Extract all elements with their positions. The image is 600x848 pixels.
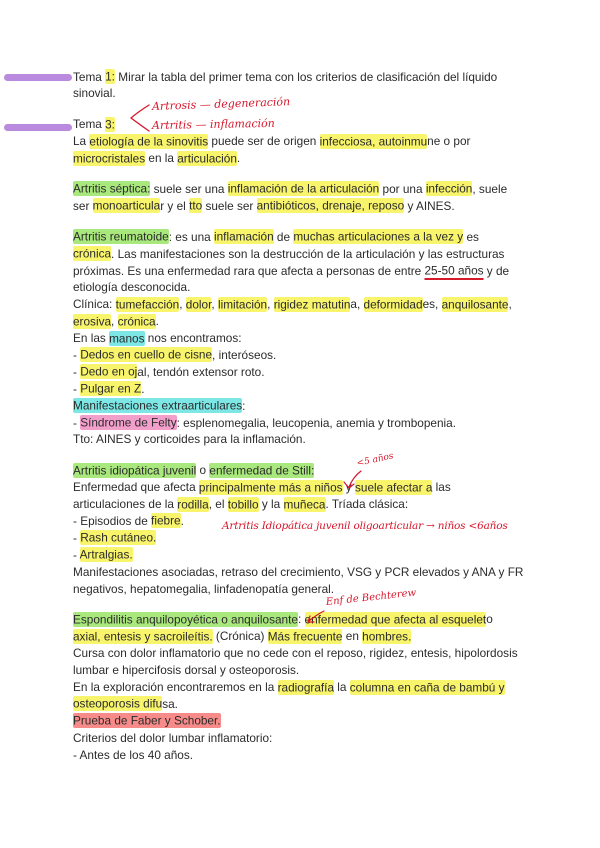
text-run: Enfermedad que afecta	[73, 480, 199, 495]
text-run: .	[236, 151, 241, 166]
text-run: y AINES.	[404, 198, 455, 213]
note-line	[73, 611, 593, 628]
note-line	[73, 330, 593, 347]
yellow-highlighted-text: muchas articulaciones a la vez y	[293, 229, 464, 244]
text-run: es	[463, 229, 479, 244]
blank-line	[73, 215, 593, 229]
note-line	[73, 246, 593, 263]
text-run: sa.	[162, 696, 178, 711]
note-line	[73, 347, 593, 364]
note-line	[73, 150, 593, 167]
note-line	[73, 181, 593, 198]
text-run: .	[180, 513, 184, 528]
note-line	[73, 530, 593, 547]
yellow-highlighted-text: infecciosa, autoinmu	[319, 134, 428, 149]
text-run: o	[196, 463, 210, 478]
note-line	[73, 313, 593, 330]
text-run: articulaciones de la	[73, 497, 178, 512]
note-line	[73, 398, 593, 415]
text-run: -	[73, 381, 81, 396]
text-run: ser	[73, 198, 93, 213]
text-run: Criterios del dolor lumbar inflamatorio:	[73, 730, 273, 745]
text-run: . Las manifestaciones son la destrucción de la articulación y las estructuras	[111, 246, 505, 261]
yellow-highlighted-text: 1:	[105, 69, 115, 84]
note-line	[73, 581, 593, 598]
text-run: por una	[379, 181, 426, 196]
yellow-highlighted-text: Pulgar en Z	[80, 381, 142, 396]
note-line	[73, 279, 593, 296]
yellow-highlighted-text: infección	[425, 181, 473, 196]
text-run: en la	[145, 151, 178, 166]
text-run: -	[73, 347, 81, 362]
handwritten-note-bechterew: Enf de Bechterew	[325, 587, 417, 608]
yellow-highlighted-text: fiebre	[151, 513, 181, 528]
text-run: Tema	[73, 69, 106, 84]
yellow-highlighted-text: axial, entesis y sacroileítis.	[73, 629, 213, 644]
yellow-highlighted-text: suele afectar a	[355, 480, 433, 495]
cyan-highlighted-text: manos	[109, 331, 145, 346]
yellow-highlighted-text: hombres.	[362, 629, 412, 644]
yellow-highlighted-text: tobillo	[227, 497, 259, 512]
blank-line	[73, 167, 593, 181]
note-line	[73, 564, 593, 581]
yellow-highlighted-text: erosiva	[73, 314, 112, 329]
note-line	[73, 547, 593, 564]
note-line	[73, 479, 593, 496]
text-run: : esplenomegalia, leucopenia, anemia y trombopenia.	[176, 415, 456, 430]
note-line	[73, 198, 593, 215]
note-line	[73, 229, 593, 246]
note-line	[73, 679, 593, 696]
note-line	[73, 69, 593, 86]
text-run: ,	[508, 297, 512, 312]
text-run: - Antes de los 40 años.	[73, 747, 194, 762]
text-run: Mirar la tabla del primer tema con los criterios de clasificación del líquido	[114, 69, 498, 84]
tema-3-marker	[4, 124, 72, 131]
text-run: -	[73, 415, 81, 430]
yellow-highlighted-text: dolor	[185, 297, 212, 312]
text-run: - Episodios de	[73, 513, 152, 528]
text-run: En las	[73, 331, 110, 346]
text-run: (Crónica)	[212, 629, 268, 644]
text-run: .	[141, 381, 145, 396]
text-run: Tto: AINES y corticoides para la inflamación.	[73, 432, 306, 447]
text-run: ,	[111, 314, 118, 329]
yellow-highlighted-text: crónica	[117, 314, 156, 329]
yellow-highlighted-text: columna en caña de bambú y	[349, 680, 505, 694]
text-run: Manifestaciones asociadas, retraso del crecimiento, VSG y PCR elevados y ANA y FR	[73, 564, 524, 579]
text-run: En la exploración encontraremos en la	[73, 680, 278, 694]
text-run: La	[73, 134, 90, 149]
text-run: :	[242, 398, 246, 413]
text-run: negativos, hepatomegalia, linfadenopatía general.	[73, 581, 335, 596]
note-line	[73, 747, 593, 764]
yellow-highlighted-text: osteoporosis difu	[73, 696, 163, 711]
text-run: y la	[258, 497, 284, 512]
text-run: lumbar e hipercifosis dorsal y osteoporosis.	[73, 663, 300, 678]
text-run: de	[273, 229, 294, 244]
note-line	[73, 628, 593, 645]
yellow-highlighted-text: anquilosante	[441, 297, 509, 312]
yellow-highlighted-text: Dedo en oj	[80, 364, 138, 379]
text-run: a,	[350, 297, 364, 312]
text-run: -	[73, 364, 81, 379]
yellow-highlighted-text: Dedos en cuello de cisne	[80, 347, 213, 362]
green-highlighted-text: Artritis reumatoide	[73, 229, 169, 244]
handwritten-note-menor-5: <5 años	[355, 451, 395, 469]
yellow-highlighted-text: articulación	[177, 151, 237, 166]
yellow-highlighted-text: inflamación de la articulación	[227, 181, 380, 196]
handwritten-note-artrosis: Artrosis — degeneración	[151, 95, 291, 113]
text-run: -	[73, 547, 80, 562]
text-run: Cursa con dolor inflamatorio que no cede con el reposo, rigidez, entesis, hipolordosis	[73, 646, 518, 661]
note-line	[73, 713, 593, 730]
text-run: suele ser	[202, 198, 257, 213]
text-run: . Tríada clásica:	[325, 497, 409, 512]
text-run: las	[432, 480, 451, 495]
text-run: , interóseos.	[212, 347, 277, 362]
yellow-highlighted-text: rigidez matutin	[273, 297, 351, 312]
yellow-highlighted-text: tto	[189, 198, 203, 213]
yellow-highlighted-text: enfermedad que afecta al esquelet	[304, 612, 487, 627]
note-line	[73, 696, 593, 713]
text-run: ne o por	[427, 134, 471, 149]
notes-body	[73, 69, 593, 764]
yellow-highlighted-text: inflamación	[213, 229, 274, 244]
blank-line	[73, 448, 593, 462]
text-run: , el	[208, 497, 228, 512]
text-run: r y el	[160, 198, 190, 213]
handwritten-note-oligoarticular: Artritis Idiopática juvenil oligoarticular → niños <6años	[222, 520, 508, 532]
text-run: nos encontramos:	[144, 331, 242, 346]
text-run: puede ser de origen	[208, 134, 320, 149]
yellow-highlighted-text: muñeca	[283, 497, 326, 512]
note-line	[73, 662, 593, 679]
green-highlighted-text: Artritis idiopática juvenil	[73, 463, 197, 478]
text-run: es,	[422, 297, 442, 312]
cyan-highlighted-text: Manifestaciones extraarticulares	[73, 398, 243, 413]
note-line	[73, 263, 593, 280]
yellow-highlighted-text: Rash cutáneo.	[80, 530, 157, 545]
yellow-highlighted-text: limitación	[217, 297, 268, 312]
text-run: ,	[267, 297, 274, 312]
yellow-highlighted-text: microcristales	[73, 151, 146, 166]
handwritten-note-artritis: Artritis — inflamación	[151, 116, 275, 132]
note-line	[73, 381, 593, 398]
text-run: : es una	[168, 229, 214, 244]
text-run: etiología desconocida.	[73, 280, 191, 295]
text-run: .	[155, 314, 159, 329]
yellow-highlighted-text: tumefacción	[115, 297, 180, 312]
yellow-highlighted-text: 3:	[105, 117, 115, 132]
yellow-highlighted-text: antibióticos, drenaje, reposo	[256, 198, 405, 213]
green-highlighted-text: Artritis séptica:	[73, 181, 151, 196]
text-run: ,	[211, 297, 218, 312]
text-run: suele ser una	[150, 181, 228, 196]
yellow-highlighted-text: monoarticula	[92, 198, 161, 213]
text-run: al, tendón extensor roto.	[137, 364, 265, 379]
yellow-highlighted-text: principalmente más a niños	[198, 480, 343, 495]
note-line	[73, 496, 593, 513]
text-run: Clínica:	[73, 297, 116, 312]
pink-highlighted-text: Síndrome de Felty	[80, 415, 177, 430]
text-run: :	[297, 612, 305, 627]
yellow-highlighted-text: crónica	[73, 246, 112, 261]
note-line	[73, 415, 593, 432]
note-line	[73, 364, 593, 381]
text-run: o	[486, 612, 493, 627]
note-line	[73, 431, 593, 448]
note-line	[73, 462, 593, 479]
note-line	[73, 730, 593, 747]
text-run: próximas. Es una enfermedad rara que afecta a personas de entre	[73, 263, 425, 278]
note-line	[73, 133, 593, 150]
yellow-highlighted-text: rodilla	[177, 497, 209, 512]
yellow-highlighted-text: Más frecuente	[267, 629, 343, 644]
yellow-highlighted-text: deformidad	[363, 297, 423, 312]
note-line	[73, 296, 593, 313]
text-run: , suele	[472, 181, 508, 196]
text-run: ,	[179, 297, 186, 312]
yellow-highlighted-text: Artralgias.	[79, 547, 133, 562]
green-highlighted-text: Espondilitis anquilopoyética o anquilosante	[73, 612, 298, 627]
text-run: y	[342, 480, 355, 495]
tema-1-marker	[4, 74, 72, 81]
green-highlighted-text: enfermedad de Still:	[209, 463, 315, 478]
underlined-text: 25-50 años	[424, 263, 484, 278]
note-line	[73, 645, 593, 662]
yellow-highlighted-text: etiología de la sinovitis	[89, 134, 209, 149]
text-run: en	[342, 629, 363, 644]
yellow-highlighted-text: radiografía	[277, 680, 335, 694]
text-run: y de	[483, 263, 510, 278]
text-run: -	[73, 530, 81, 545]
text-run: Tema	[73, 117, 106, 132]
red-highlighted-text: Prueba de Faber y Schober.	[73, 713, 221, 728]
text-run: sinovial.	[73, 86, 116, 101]
text-run: la	[334, 680, 350, 694]
